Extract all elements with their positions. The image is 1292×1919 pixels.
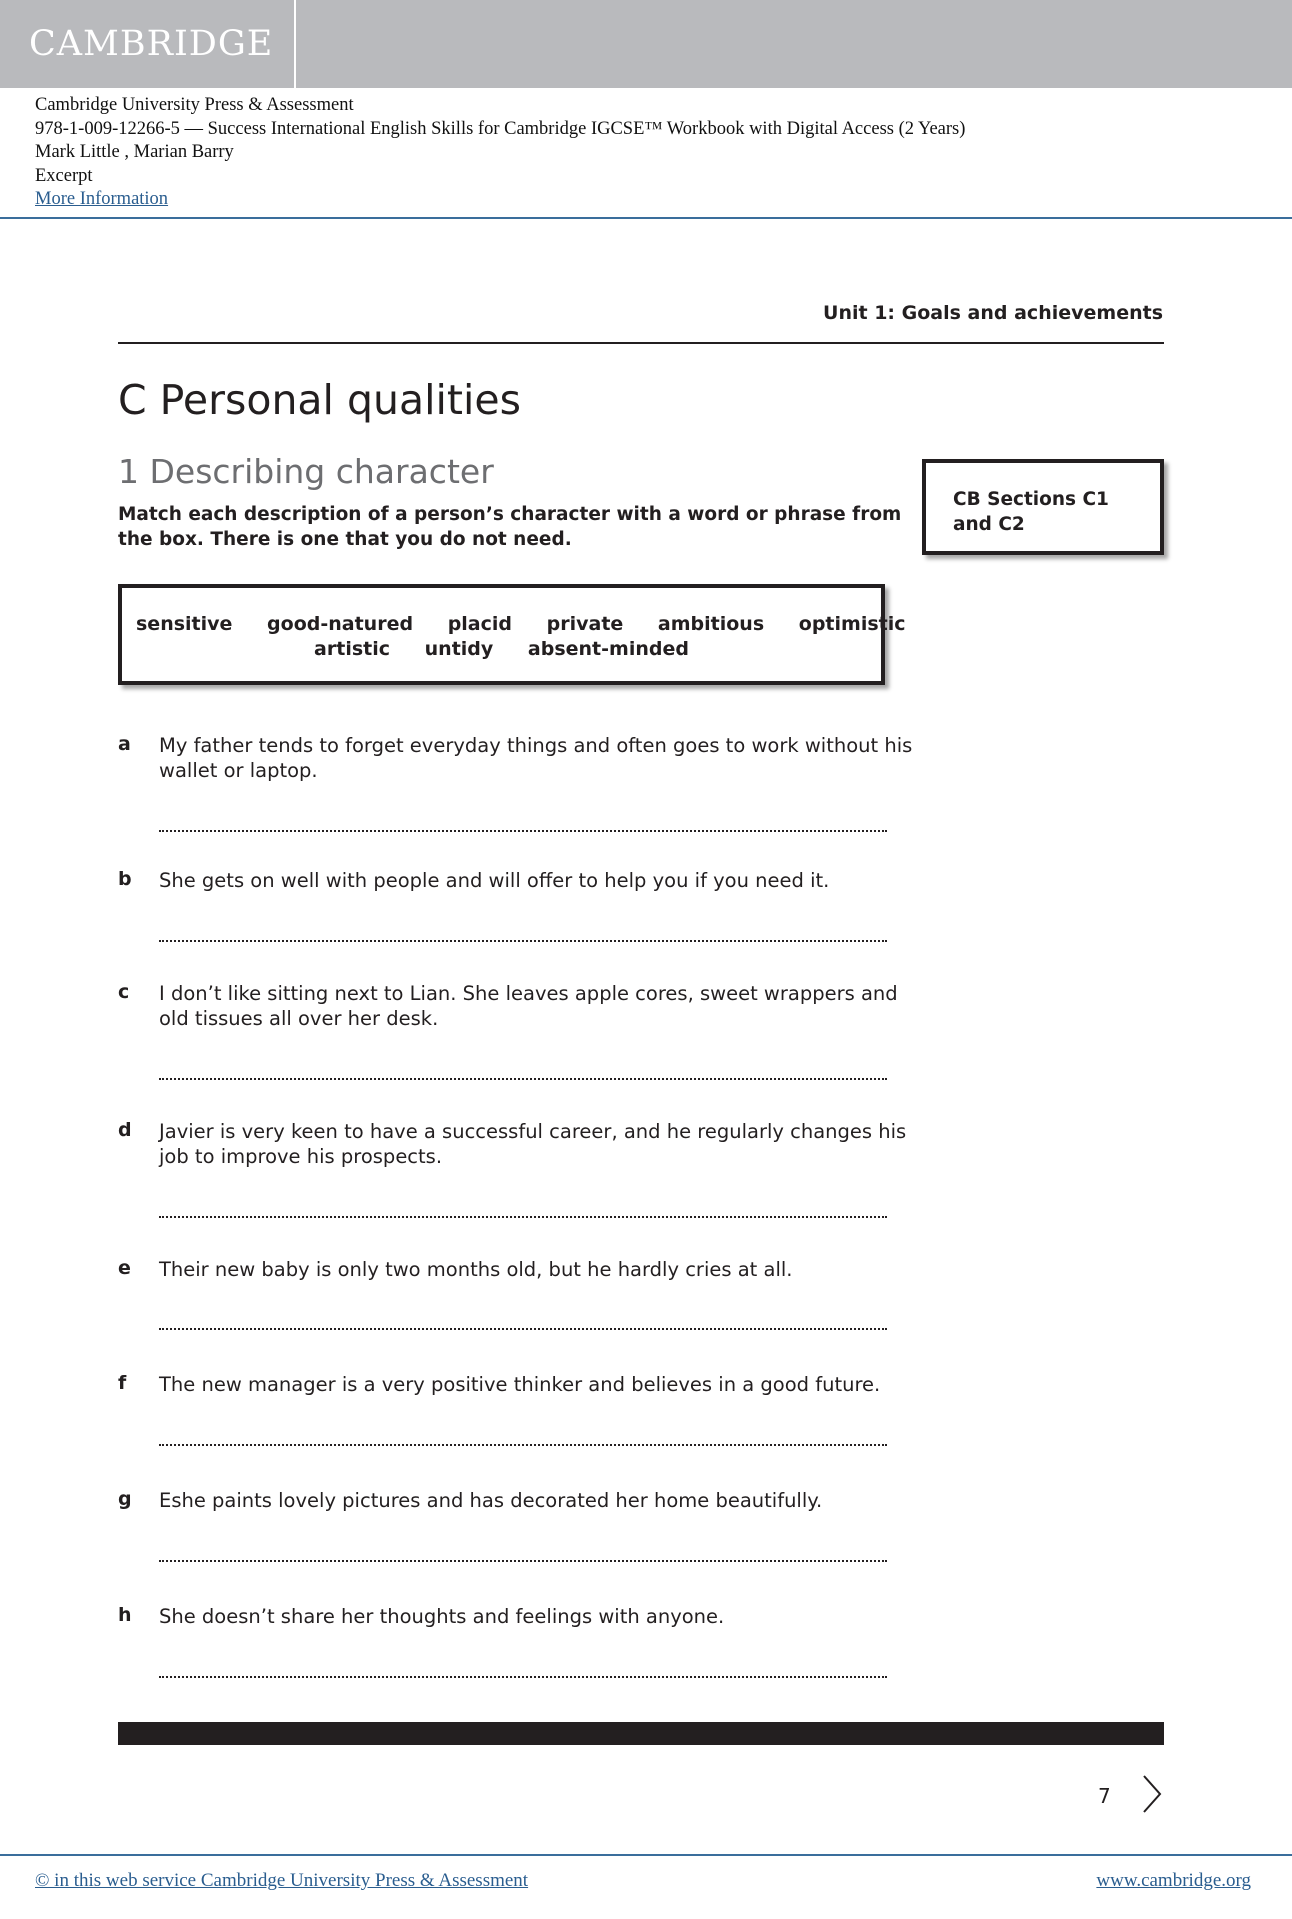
item-text: The new manager is a very positive thinker and believes in a good future. [159,1373,881,1396]
item-letter: g [118,1488,132,1510]
word-row-2 [122,637,881,662]
header-divider [0,217,1292,219]
item-text: Their new baby is only two months old, but he hardly cries at all. [159,1258,793,1281]
authors-line: Mark Little , Marian Barry [35,142,234,162]
page-number: 7 [1098,1784,1111,1808]
publisher-line: Cambridge University Press & Assessment [35,95,354,115]
chevron-right-icon[interactable] [1140,1774,1164,1814]
item-text: She doesn’t share her thoughts and feelings with anyone. [159,1605,725,1628]
answer-line[interactable] [159,1328,887,1330]
item-letter: c [118,981,130,1003]
word-option: absent-minded [527,638,689,660]
word-option: untidy [424,638,494,660]
isbn-title-line: 978-1-009-12266-5 — Success International English Skills for Cambridge IGCSE™ Workbook with Digital Access (2 Years) [35,118,966,139]
book-metadata [35,94,965,212]
footer-divider [0,1854,1292,1856]
item-text: Eshe paints lovely pictures and has decorated her home beautifully. [159,1489,823,1512]
item-text: Javier is very keen to have a successful career, and he regularly changes his job to improve his prospects. [159,1120,907,1168]
item-letter: h [118,1604,132,1626]
word-box [118,584,906,685]
item-letter: b [118,868,132,890]
answer-line[interactable] [159,1216,887,1218]
cb-sections-line-1: CB Sections C1 [953,489,1109,510]
word-row-1 [122,612,906,637]
subsection-title: 1 Describing character [118,452,494,491]
cb-sections-line-2: and C2 [953,514,1025,535]
page-footer-bar [118,1722,1164,1745]
copyright-link[interactable]: © in this web service Cambridge University Press & Assessment [35,1870,529,1891]
word-option: artistic [314,638,391,660]
unit-title: Unit 1: Goals and achievements [823,302,1163,324]
item-text: She gets on well with people and will offer to help you if you need it. [159,869,830,892]
item-letter: e [118,1257,131,1279]
answer-line[interactable] [159,940,887,942]
answer-line[interactable] [159,1444,887,1446]
item-letter: d [118,1119,132,1141]
cambridge-logo[interactable]: CAMBRIDGE [29,24,274,64]
exercise-instructions: Match each description of a person’s character with a word or phrase from the box. There is one that you do not need. [118,504,902,550]
item-letter: a [118,733,131,755]
word-option: placid [447,613,512,635]
website-link[interactable]: www.cambridge.org [1096,1870,1251,1891]
word-option: optimistic [798,613,906,635]
word-option: sensitive [136,613,233,635]
item-text: My father tends to forget everyday things and often goes to work without his wallet or laptop. [159,734,913,782]
more-information-link[interactable]: More Information [35,189,169,209]
answer-line[interactable] [159,830,887,832]
word-option: private [546,613,624,635]
answer-line[interactable] [159,1560,887,1562]
item-text: I don’t like sitting next to Lian. She leaves apple cores, sweet wrappers and old tissues all over her desk. [159,982,898,1030]
unit-divider [118,342,1164,344]
word-option: good-natured [267,613,414,635]
item-letter: f [118,1372,127,1394]
excerpt-line: Excerpt [35,165,93,186]
word-option: ambitious [657,613,765,635]
logo-box [0,0,296,88]
section-title: C Personal qualities [118,376,521,424]
cb-sections-box [922,459,1164,555]
answer-line[interactable] [159,1078,887,1080]
header-bar [0,0,1292,88]
answer-line[interactable] [159,1676,887,1678]
